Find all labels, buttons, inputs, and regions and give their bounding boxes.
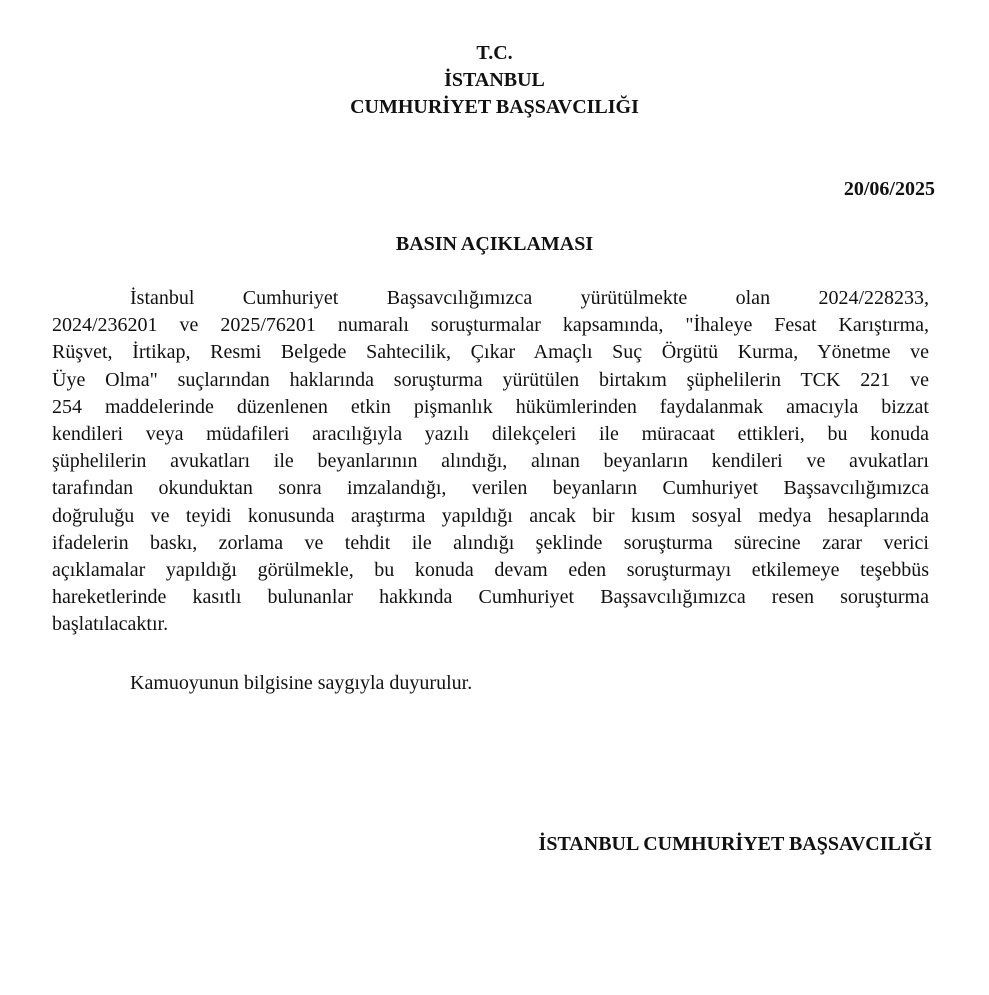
document-title: BASIN AÇIKLAMASI [395, 233, 594, 255]
body-line: 254 maddelerinde düzenlenen etkin pişmanlık hükümlerinden faydalanmak amacıyla bizzat [52, 395, 929, 418]
body-line: şüphelilerin avukatları ile beyanlarının alındığı, alınan beyanların kendileri ve avukatları [52, 450, 929, 473]
body-line: İstanbul Cumhuriyet Başsavcılığımızca yürütülmekte olan 2024/228233, [130, 287, 929, 309]
body-line: doğruluğu ve teyidi konusunda araştırma yapıldığı ancak bir kısım sosyal medya hesaplarında [52, 504, 929, 527]
letterhead-country: T.C. [476, 42, 513, 64]
statement-body [52, 285, 929, 639]
body-line: açıklamalar yapıldığı görülmekle, bu konuda devam eden soruşturmayı etkilemeye teşebbüs [52, 559, 929, 582]
closing-statement: Kamuoyunun bilgisine saygıyla duyurulur. [130, 672, 473, 694]
body-line: tarafından okunduktan sonra imzalandığı, verilen beyanların Cumhuriyet Başsavcılığımızca [52, 477, 929, 500]
body-line: 2024/236201 ve 2025/76201 numaralı soruşturmalar kapsamında, "İhaleye Fesat Karıştırma, [52, 314, 929, 337]
signature-block: İSTANBUL CUMHURİYET BAŞSAVCILIĞI [538, 833, 932, 855]
body-line: hareketlerinde kasıtlı bulunanlar hakkında Cumhuriyet Başsavcılığımızca resen soruşturma [52, 586, 929, 609]
document-date: 20/06/2025 [843, 178, 935, 200]
body-line: Rüşvet, İrtikap, Resmi Belgede Sahtecilik, Çıkar Amaçlı Suç Örgütü Kurma, Yönetme ve [52, 341, 929, 364]
letterhead [0, 40, 989, 121]
body-line: kendileri veya müdafileri aracılığıyla yazılı dilekçeleri ile müracaat ettikleri, bu konuda [52, 423, 929, 446]
letterhead-office: CUMHURİYET BAŞSAVCILIĞI [350, 96, 639, 118]
body-line: Üye Olma" suçlarından haklarında soruşturma yürütülen birtakım şüphelilerin TCK 221 ve [52, 368, 929, 391]
body-line: ifadelerin baskı, zorlama ve tehdit ile alındığı şeklinde soruşturma sürecine zarar verici [52, 531, 929, 554]
letterhead-city: İSTANBUL [444, 69, 545, 91]
body-line: başlatılacaktır. [52, 613, 169, 636]
